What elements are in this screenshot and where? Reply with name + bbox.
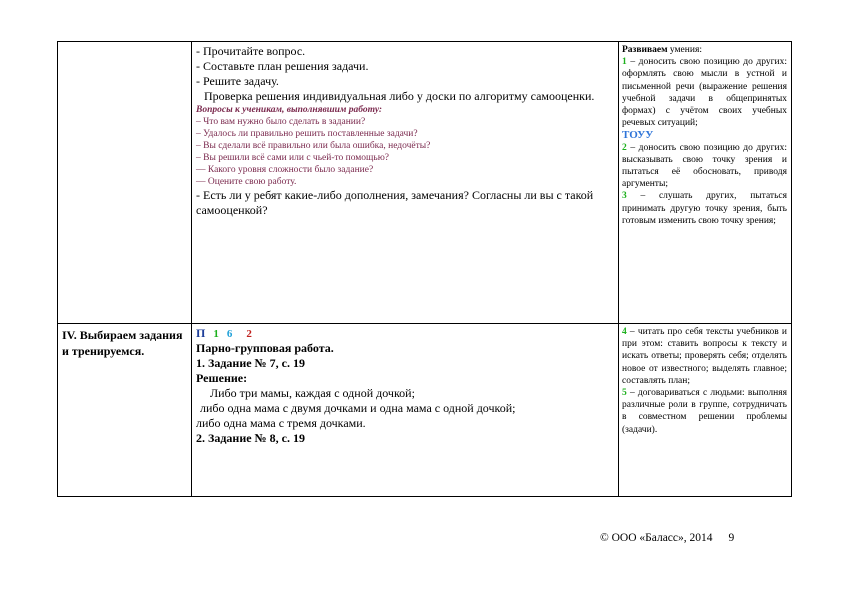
question-item: – Вы решили всё сами или с чьей-то помощью? xyxy=(196,153,390,163)
solution-line: либо одна мама с тремя дочками. xyxy=(196,416,366,430)
skill-item xyxy=(622,326,787,387)
closing-question: - Есть ли у ребят какие-либо дополнения, замечания? Согласны ли вы с такой самооценкой? xyxy=(196,188,594,217)
instruction-line: - Прочитайте вопрос. xyxy=(196,44,306,58)
skill-text: – слушать других, пытаться принимать другую точку зрения, быть готовым изменить свою точку зрения; xyxy=(622,191,787,226)
skill-item xyxy=(622,387,787,436)
solution-line: Либо три мамы, каждая с одной дочкой; xyxy=(210,386,415,400)
lesson-table xyxy=(57,41,792,497)
badge-row xyxy=(196,326,615,341)
question-item: – Вы сделали всё правильно или была ошибка, недочёты? xyxy=(196,141,431,151)
skill-item xyxy=(622,142,787,191)
skill-text: – договариваться с людьми: выполняя различные роли в группе, сотрудничать в совместном решении проблемы (задачи). xyxy=(622,388,787,435)
skill-number: 5 xyxy=(622,388,627,399)
skill-number: 2 xyxy=(622,142,627,153)
skill-text: – доносить свою позицию до других: оформлять свою мысли в устной и письменной речи (выражение решения учебной задачи в общепринятых формах) с учётом своих учебных речевых ситуаций; xyxy=(622,57,787,129)
skill-text: – читать про себя тексты учебников и при этом: ставить вопросы к тексту и искать ответы; проверять себя; отделять новое от известного; выделять главное; составлять план; xyxy=(622,327,787,386)
skill-number: 3 xyxy=(622,191,627,202)
stage-cell xyxy=(58,324,192,497)
skill-number: 4 xyxy=(622,327,627,337)
activity-cell xyxy=(192,324,619,497)
question-item: – Что вам нужно было сделать в задании? xyxy=(196,117,366,127)
question-item: — Какого уровня сложности было задание? xyxy=(196,165,374,175)
page-number: 9 xyxy=(728,532,735,544)
instruction-line: - Составьте план решения задачи. xyxy=(196,59,369,73)
copyright: © ООО «Баласс», 2014 xyxy=(600,532,713,544)
stage-cell-empty xyxy=(58,42,192,324)
skills-cell xyxy=(619,42,792,324)
skills-heading xyxy=(622,44,787,56)
toyu-label: ТОУУ xyxy=(622,129,654,142)
skills-title-rest: умения: xyxy=(667,45,702,55)
table-row xyxy=(58,324,792,497)
questions-title: Вопросы к ученикам, выполнявшим работу: xyxy=(196,105,383,115)
instruction-line: - Решите задачу. xyxy=(196,74,279,88)
task-title: 1. Задание № 7, с. 19 xyxy=(196,356,305,370)
table-row xyxy=(58,42,792,324)
skill-number: 1 xyxy=(622,57,627,68)
work-type: Парно-групповая работа. xyxy=(196,341,334,355)
badge-1: 1 xyxy=(213,328,219,340)
instruction-line: Проверка решения индивидуальная либо у доски по алгоритму самооценки. xyxy=(204,89,595,103)
activity-cell xyxy=(192,42,619,324)
solution-label: Решение: xyxy=(196,371,248,385)
badge-p: П xyxy=(196,326,206,340)
task-title: 2. Задание № 8, с. 19 xyxy=(196,431,305,445)
solution-line: либо одна мама с двумя дочками и одна мама с одной дочкой; xyxy=(200,401,516,415)
skills-title: Развиваем xyxy=(622,45,668,55)
question-item: — Оцените свою работу. xyxy=(196,177,297,187)
badge-6: 6 xyxy=(226,328,233,340)
skill-text: – доносить свою позицию до других: высказывать свою точку зрения и пытаться её обосновать, приводя аргументы; xyxy=(622,142,787,190)
question-item: – Удалось ли правильно решить поставленные задачи? xyxy=(196,129,418,139)
stage-title: IV. Выбираем задания и тренируемся. xyxy=(62,328,183,358)
badge-2: 2 xyxy=(246,328,252,340)
skill-item xyxy=(622,56,787,129)
page-footer xyxy=(600,532,734,544)
skill-item xyxy=(622,190,787,227)
skills-cell xyxy=(619,324,792,497)
